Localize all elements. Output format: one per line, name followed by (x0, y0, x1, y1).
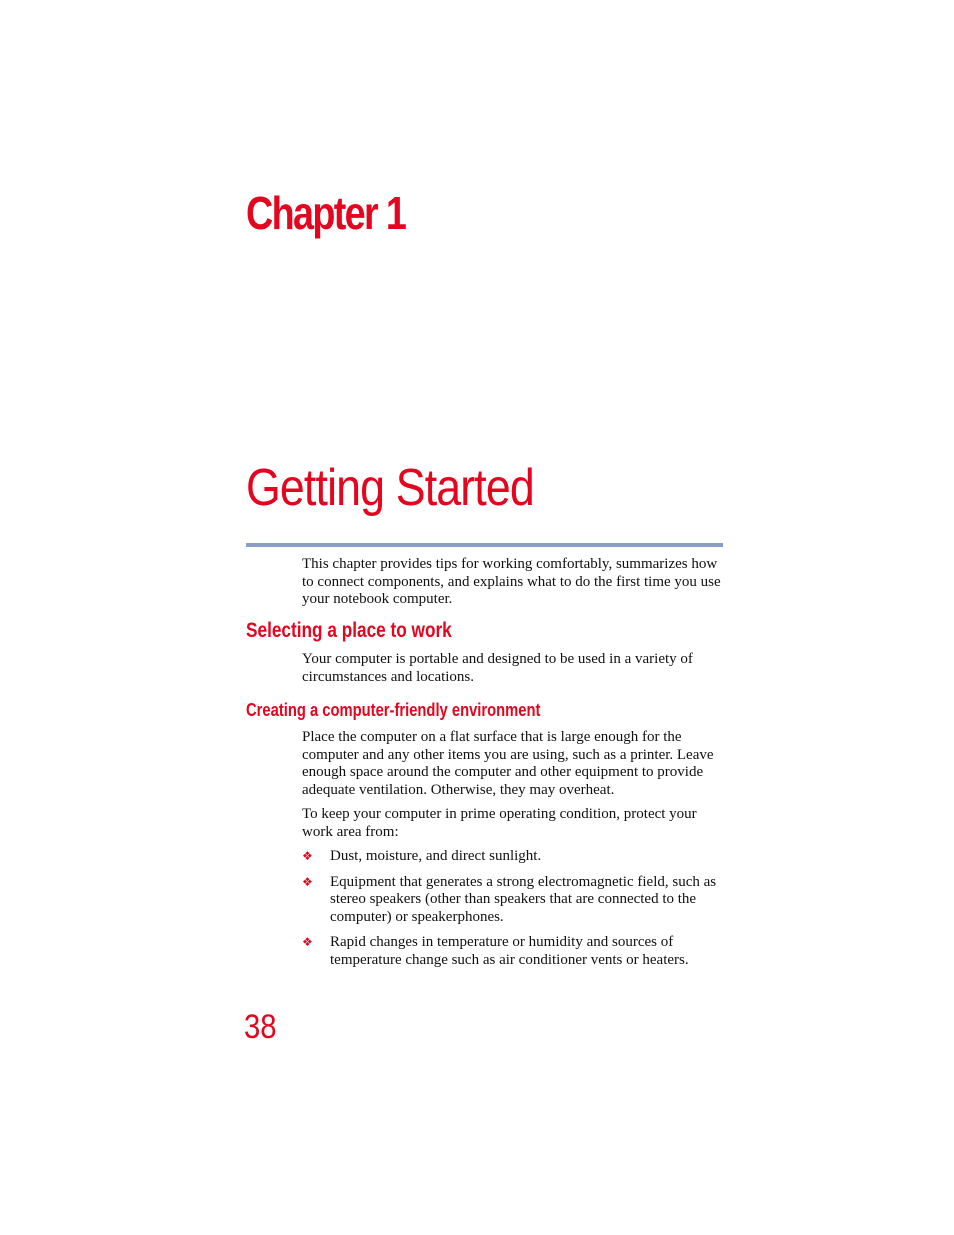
section-heading: Selecting a place to work (246, 619, 452, 642)
chapter-title: Getting Started (246, 459, 534, 517)
section-paragraph: Your computer is portable and designed to be used in a variety of circumstances and locations. (302, 651, 693, 685)
chapter-label: Chapter 1 (246, 187, 406, 239)
diamond-bullet-icon: ❖ (302, 935, 313, 949)
intro-paragraph: This chapter provides tips for working comfortably, summarizes how to connect components, and explains what to do the first time you use your notebook computer. (302, 556, 721, 607)
title-divider (246, 543, 723, 547)
subsection-paragraph-2: To keep your computer in prime operating condition, protect your work area from: (302, 806, 697, 840)
diamond-bullet-icon: ❖ (302, 874, 313, 889)
subsection-paragraph-1: Place the computer on a flat surface that is large enough for the computer and any other items you are using, such as a printer. Leave enough space around the computer and other equipment to provide adequate ventilation. Otherwise, they may overheat. (302, 729, 714, 798)
list-item-text: Dust, moisture, and direct sunlight. (330, 848, 542, 864)
diamond-bullet-icon: ❖ (302, 849, 313, 863)
page-number: 38 (244, 1008, 277, 1046)
list-item (302, 848, 724, 866)
subsection-heading: Creating a computer-friendly environment (246, 700, 541, 720)
list-item (302, 934, 724, 969)
list-item-text: Rapid changes in temperature or humidity and sources of temperature change such as air conditioner vents or heaters. (330, 934, 689, 968)
hazard-bullet-list (302, 848, 724, 977)
list-item (302, 874, 724, 927)
list-item-text: Equipment that generates a strong electromagnetic field, such as stereo speakers (other than speakers that are connected to the computer) or speakerphones. (330, 873, 717, 925)
